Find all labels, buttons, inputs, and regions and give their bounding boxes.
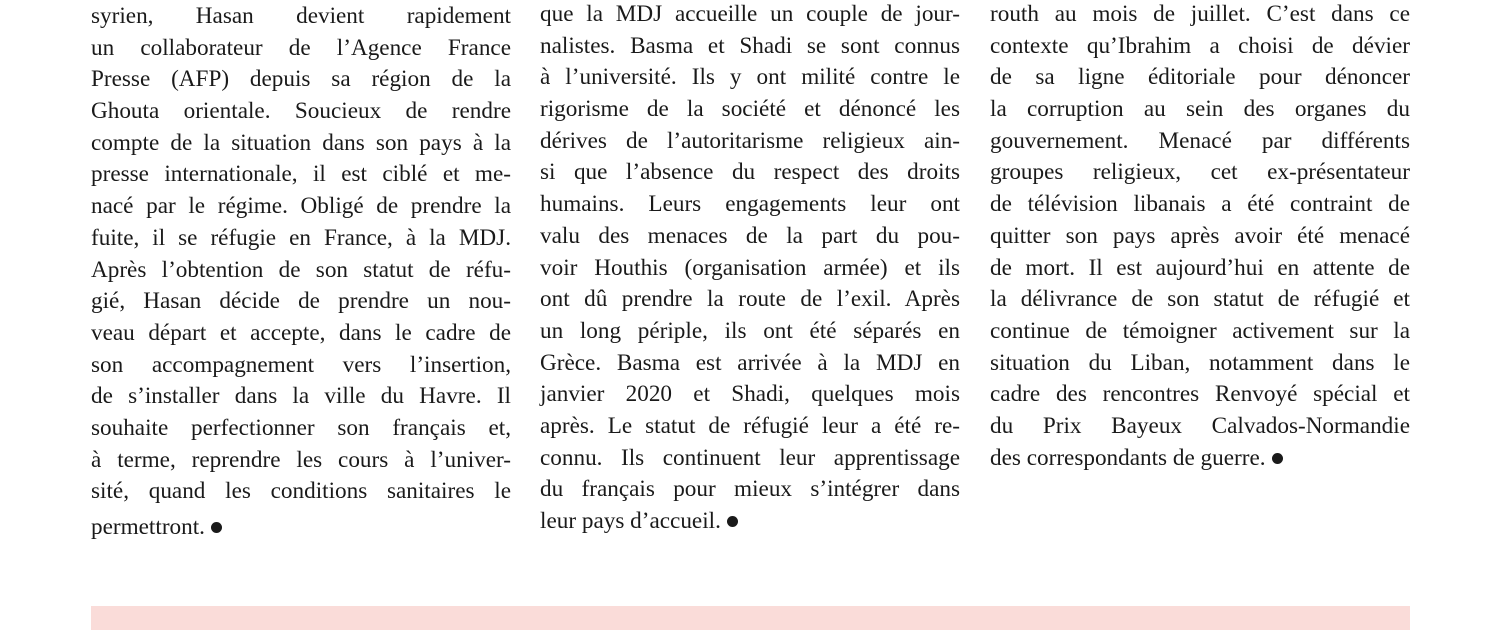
pink-section-band — [91, 606, 1410, 630]
text-line — [540, 94, 960, 126]
text-line — [990, 379, 1410, 411]
text-line — [91, 255, 511, 287]
text-line — [540, 379, 960, 411]
text-line — [990, 348, 1410, 380]
text-line-content: Après l’obtention de son statut de réfu- — [91, 256, 511, 283]
text-line-content: veau départ et accepte, dans le cadre de — [91, 319, 511, 346]
text-line — [540, 348, 960, 380]
text-line — [990, 443, 1410, 475]
end-of-article-bullet-icon — [727, 516, 738, 527]
text-line-content: valu des menaces de la part du pou- — [540, 222, 960, 249]
text-line — [540, 126, 960, 158]
text-line — [91, 476, 511, 508]
text-line — [540, 253, 960, 285]
text-line — [540, 221, 960, 253]
text-line-content: un collaborateur de l’Agence France — [91, 34, 511, 61]
text-line — [540, 284, 960, 316]
text-line — [91, 445, 511, 477]
text-line-content: à terme, reprendre les cours à l’univer- — [91, 446, 511, 473]
text-line-content: après. Le statut de réfugié leur a été re- — [540, 412, 960, 439]
text-line-content: à l’université. Ils y ont milité contre le — [540, 64, 960, 91]
text-line-content: la corruption au sein des organes du — [990, 96, 1410, 123]
text-line-content: gié, Hasan décide de prendre un nou- — [91, 288, 511, 315]
text-line-content: ont dû prendre la route de l’exil. Après — [540, 286, 960, 313]
text-line — [91, 159, 511, 191]
text-line-content: la délivrance de son statut de réfugié et — [990, 286, 1410, 313]
text-line — [91, 191, 511, 223]
text-line — [91, 96, 511, 128]
text-line — [91, 1, 511, 33]
text-line-content: cadre des rencontres Renvoyé spécial et — [990, 381, 1410, 408]
text-line-content: nacé par le régime. Obligé de prendre la — [91, 193, 511, 220]
text-line — [990, 62, 1410, 94]
text-line-content: presse internationale, il est ciblé et me- — [91, 161, 511, 188]
end-of-article-bullet-icon — [1272, 453, 1283, 464]
text-line-content: un long périple, ils ont été séparés en — [540, 317, 960, 344]
text-line-content: leur pays d’accueil. — [540, 508, 721, 534]
text-line-content: continue de témoigner activement sur la — [990, 317, 1410, 344]
text-line — [990, 0, 1410, 31]
text-line-content: Ghouta orientale. Soucieux de rendre — [91, 98, 511, 125]
text-line-content: groupes religieux, cet ex-présentateur — [990, 159, 1410, 186]
text-line-content: du Prix Bayeux Calvados-Normandie — [990, 412, 1410, 439]
text-line — [540, 31, 960, 63]
text-line-content: de s’installer dans la ville du Havre. Il — [91, 383, 511, 410]
text-line-content: nalistes. Basma et Shadi se sont connus — [540, 32, 960, 59]
text-line-content: souhaite perfectionner son français et, — [91, 414, 511, 441]
text-line-content: que la MDJ accueille un couple de jour- — [540, 1, 960, 27]
text-line-content: Presse (AFP) depuis sa région de la — [91, 66, 511, 93]
text-line-content: voir Houthis (organisation armée) et ils — [540, 254, 960, 281]
text-line-content: Grèce. Basma est arrivée à la MDJ en — [540, 349, 960, 376]
text-line-content: connu. Ils continuent leur apprentissage — [540, 444, 960, 471]
text-line — [91, 33, 511, 65]
text-line-content: humains. Leurs engagements leur ont — [540, 191, 960, 218]
text-line — [540, 316, 960, 348]
end-of-article-bullet-icon — [211, 522, 222, 533]
text-line — [990, 157, 1410, 189]
text-line-content: gouvernement. Menacé par différents — [990, 127, 1410, 154]
text-line — [91, 286, 511, 318]
text-line — [990, 316, 1410, 348]
text-line-content: son accompagnement vers l’insertion, — [91, 351, 511, 378]
text-line — [990, 126, 1410, 158]
text-line-content: si que l’absence du respect des droits — [540, 159, 960, 186]
text-line-content: routh au mois de juillet. C’est dans ce — [990, 1, 1410, 27]
text-line — [91, 381, 511, 413]
text-line-content: sité, quand les conditions sanitaires le — [91, 478, 511, 505]
text-line-content: fuite, il se réfugie en France, à la MDJ. — [91, 224, 511, 251]
text-line — [990, 189, 1410, 221]
text-line — [990, 94, 1410, 126]
text-line — [91, 512, 511, 544]
text-line — [540, 474, 960, 506]
text-line — [540, 506, 960, 538]
text-line-content: syrien, Hasan devient rapidement — [91, 3, 511, 29]
text-line — [540, 157, 960, 189]
text-line — [540, 411, 960, 443]
text-line-content: dérives de l’autoritarisme religieux ain- — [540, 127, 960, 154]
article-column-hasan — [91, 1, 511, 544]
text-line — [91, 413, 511, 445]
text-line-content: du français pour mieux s’intégrer dans — [540, 476, 960, 503]
text-line — [91, 318, 511, 350]
text-line — [990, 284, 1410, 316]
text-line-content: de mort. Il est aujourd’hui en attente de — [990, 254, 1410, 281]
article-column-basma-shadi — [540, 0, 960, 538]
text-line — [990, 31, 1410, 63]
text-line-content: rigorisme de la société et dénoncé les — [540, 96, 960, 123]
article-column-ibrahim — [990, 0, 1410, 474]
text-line-content: janvier 2020 et Shadi, quelques mois — [540, 381, 960, 408]
text-line-content: compte de la situation dans son pays à la — [91, 129, 511, 156]
text-line — [990, 221, 1410, 253]
text-line — [91, 64, 511, 96]
text-line — [540, 443, 960, 475]
text-line-content: permettront. — [91, 514, 205, 540]
text-line — [540, 0, 960, 31]
text-line — [540, 62, 960, 94]
text-line — [540, 189, 960, 221]
text-line-content: quitter son pays après avoir été menacé — [990, 222, 1410, 249]
text-line-content: de sa ligne éditoriale pour dénoncer — [990, 64, 1410, 91]
text-line — [91, 350, 511, 382]
text-line-content: des correspondants de guerre. — [990, 444, 1266, 471]
text-line-content: situation du Liban, notamment dans le — [990, 349, 1410, 376]
text-line-content: de télévision libanais a été contraint de — [990, 191, 1410, 218]
text-line — [91, 128, 511, 160]
text-line-content: contexte qu’Ibrahim a choisi de dévier — [990, 32, 1410, 59]
text-line — [91, 223, 511, 255]
text-line — [990, 411, 1410, 443]
text-line — [990, 253, 1410, 285]
